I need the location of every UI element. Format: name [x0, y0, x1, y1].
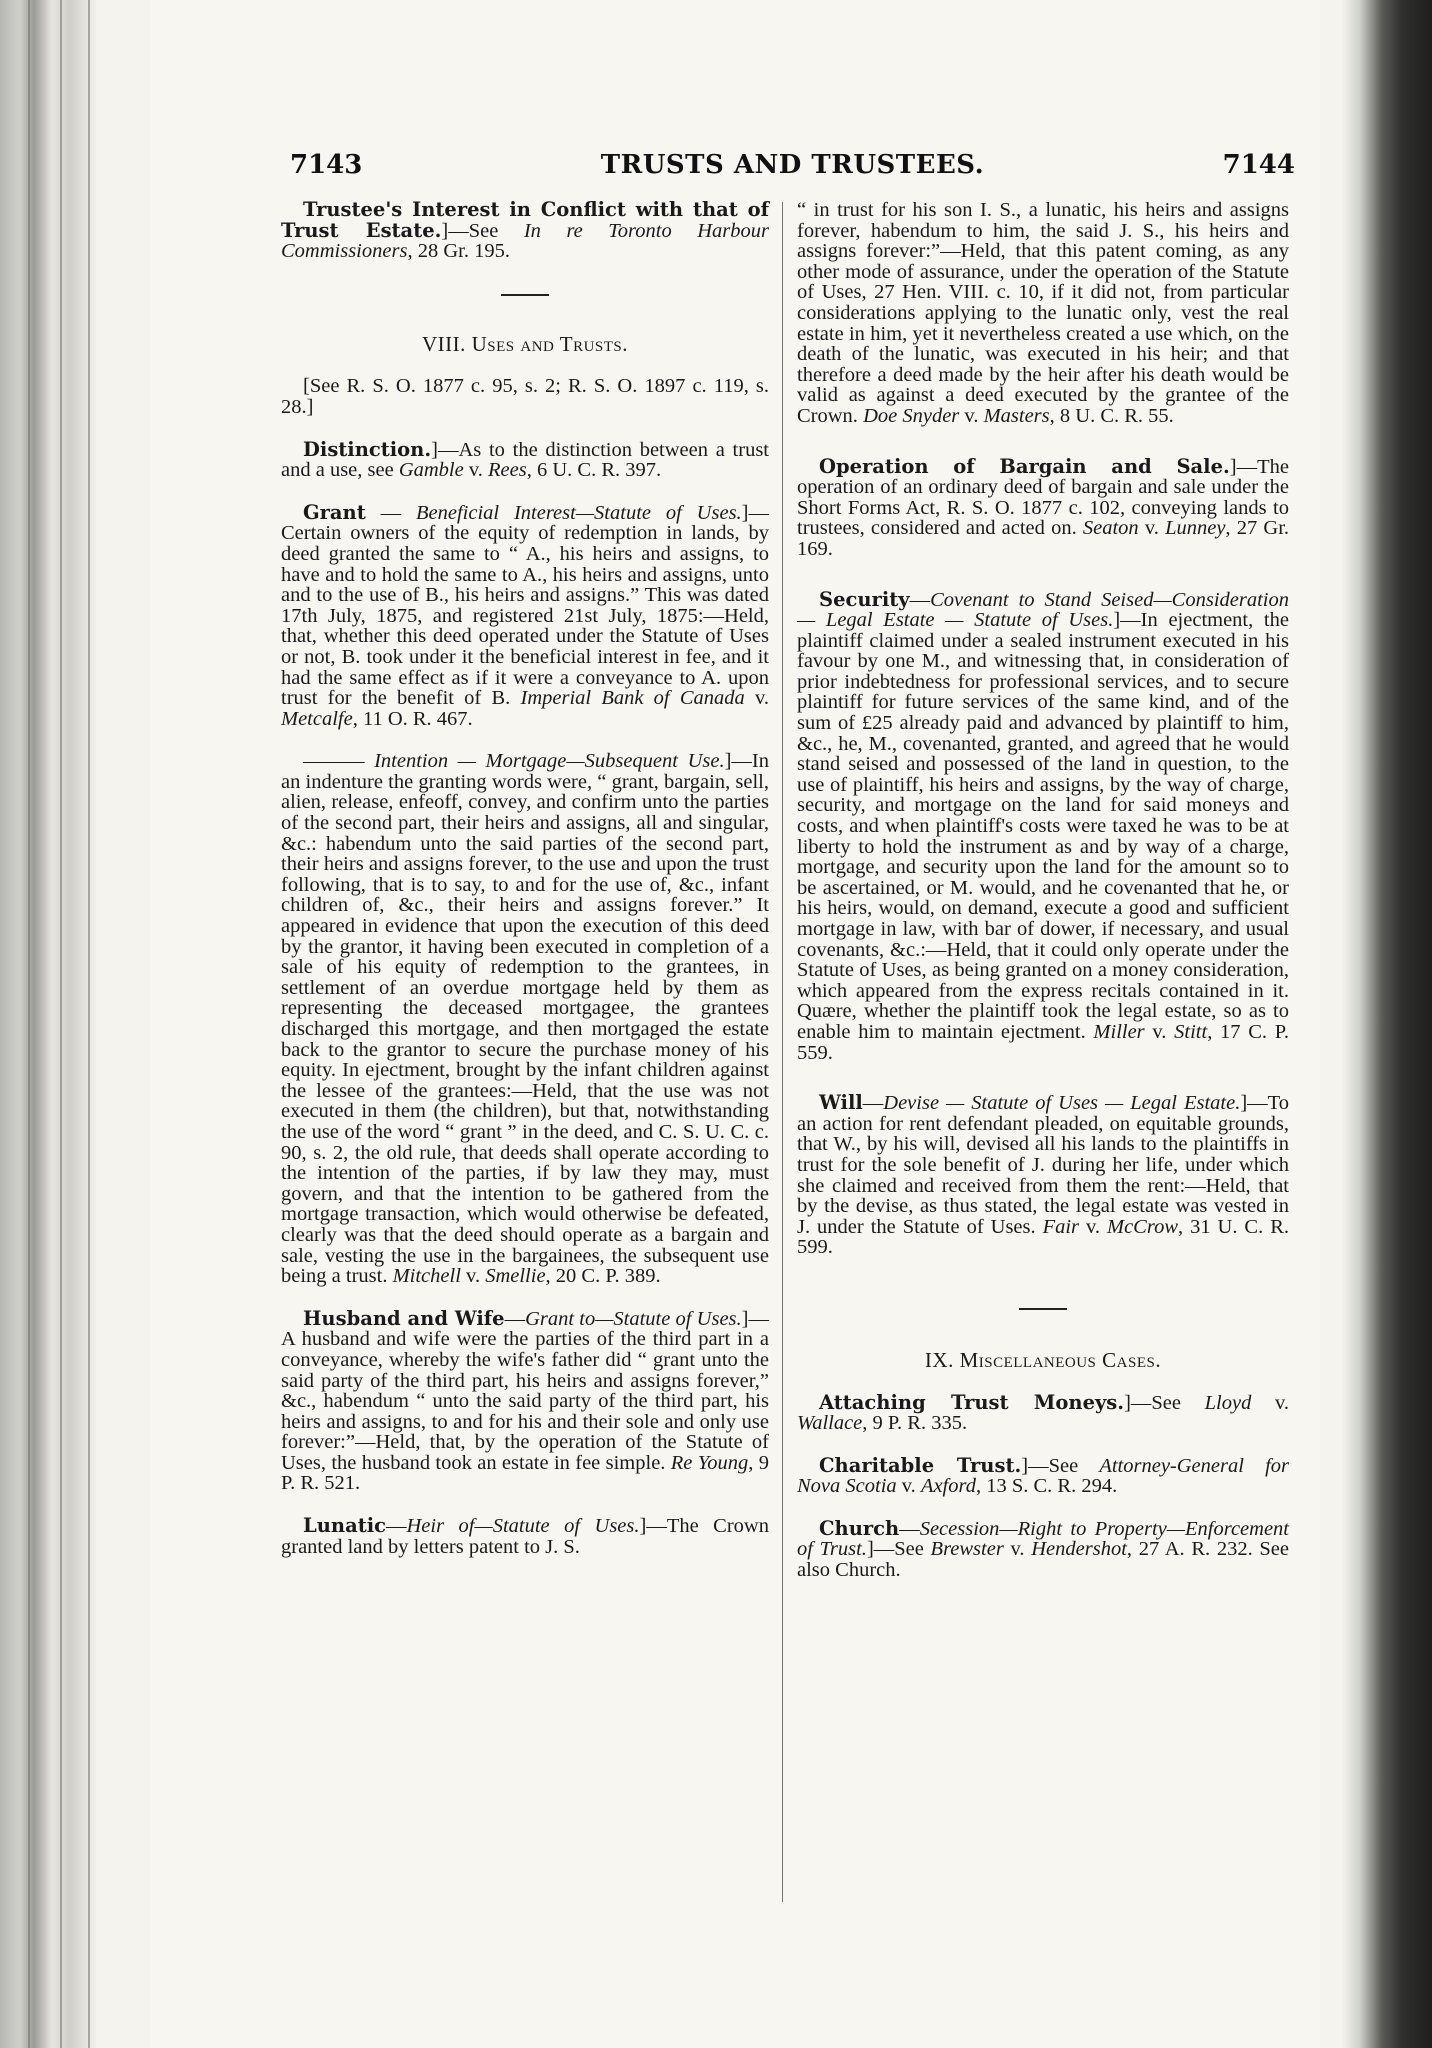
headword: Lunatic: [303, 1514, 386, 1538]
running-header: [290, 150, 1295, 190]
entry-trustees-interest: [281, 200, 769, 262]
entry-text: ]—Certain owners of the equity of redemption in lands, by deed granted the same to “ A., his heirs and assigns, to have and to hold the same to A., his heirs and assigns, unto and to the use of B., his heirs and assigns.” This was dated 17th July, 1875, and registered 21st July, 1875:—Held, that, whether this deed operated under the Statute of Uses or not, B. took under it the beneficial interest in fee, and it had the same effect as if it were a conveyance to A. upon trust for the benefit of B.: [281, 501, 769, 710]
headword: Will: [819, 1091, 863, 1115]
case-name: Axford: [920, 1475, 976, 1498]
column-divider: [782, 202, 783, 1902]
entry-lunatic: [281, 1516, 769, 1557]
case-name: In re Toronto Harbour Commissioners: [281, 219, 769, 263]
case-name: Attorney-General for Nova Scotia: [797, 1454, 1289, 1498]
entry-intention-mortgage: [281, 751, 769, 1286]
subject-terms: Covenant to Stand Seised—Consideration — Legal Estate — Statute of Uses.: [797, 588, 1289, 632]
entry-text: ]—The Crown granted land by letters patent to J. S.: [281, 1515, 769, 1558]
entry-text: ]—In an indenture the granting words were, “ grant, bargain, sell, alien, release, enfeoff, convey, and confirm unto the parties of the second part, their heirs and assigns, all and singular, &c.: habendum unto the said parties of the second part, their heirs and assigns forever, to the use and upon the trust following, that is to say, to and for the use of, &c., infant children of, &c., their heirs and assigns forever.” It appeared in evidence that upon the execution of this deed by the grantor, it having been executed in completion of a sale of his equity of redemption to the grantees, in settlement of an overdue mortgage held by them as representing the deceased mortgagee, the grantees discharged this mortgage, and then mortgaged the estate back to the grantor to secure the purchase money of his equity. In ejectment, brought by the infant children against the lessee of the grantees:—Held, that the use was not executed in them (the children), but that, notwithstanding the use of the word “ grant ” in the deed, and C. S. U. C. c. 90, s. 2, the old rule, that deeds shall operate according to the intention of the parties, if by law they may, must govern, and that the intention to be gathered from the mortgage transaction, which would otherwise be defeated, clearly was that the deed should operate as a bargain and sale, vesting the use in the bargainees, the subsequent use being a trust.: [281, 750, 769, 1288]
entry-text: “ in trust for his son I. S., a lunatic, his heirs and assigns forever, habendum to him, the said J. S., his heirs and assigns forever:”—Held, that this patent coming, as any other mode of assurance, under the operation of the Statute of Uses, 27 Hen. VIII. c. 10, if it did not, from particular considerations applying to the lunatic only, vest the real estate in him, yet it nevertheless created a use which, on the death of the lunatic, was executed in his heir; and that therefore a deed made by the heir after his death would be valid as against a deed executed by the grantee of the Crown.: [797, 199, 1289, 427]
entry-text: v.: [1251, 1391, 1289, 1414]
entry-text: v.: [959, 404, 984, 427]
citation: , 20 C. P. 389.: [545, 1265, 661, 1288]
case-name: Stitt: [1174, 1020, 1208, 1043]
case-name: Rees: [488, 459, 527, 482]
case-name: Lunney: [1165, 517, 1226, 540]
entry-husband-and-wife: [281, 1306, 770, 1495]
case-name: Wallace: [797, 1412, 863, 1435]
subject-terms: Devise — Statute of Uses — Legal Estate.: [883, 1092, 1241, 1115]
headword: Security: [819, 587, 910, 611]
page-number-right: 7144: [1222, 150, 1295, 180]
subject-terms: Heir of—Statute of Uses.: [406, 1515, 640, 1538]
spine-line: [28, 0, 30, 2048]
case-name: Miller: [1093, 1020, 1145, 1043]
case-name: McCrow: [1107, 1215, 1178, 1238]
case-name: Doe Snyder: [863, 404, 960, 427]
entry-text: —: [909, 588, 931, 611]
case-name: Seaton: [1082, 517, 1139, 540]
entry-text: v.: [744, 687, 770, 710]
citation: , 17 C. P. 559.: [797, 1020, 1289, 1064]
headword: Trustee's Interest in Conflict with that of Trust Estate.: [281, 198, 769, 242]
headword: Grant: [303, 500, 366, 524]
citation: , 11 O. R. 467.: [352, 707, 473, 730]
entry-text: ]—To an action for rent defendant pleaded, on equitable grounds, that W., by his will, devised all his lands to the plaintiffs in trust for the sole benefit of J. during her life, under which she claimed and received from them the rent:—Held, that by the devise, as thus stated, the legal estate was vested in J. under the Statute of Uses.: [797, 1092, 1289, 1238]
case-name: Imperial Bank of Canada: [520, 687, 745, 710]
entry-charitable-trust: [797, 1453, 1289, 1498]
entry-bargain-and-sale: [797, 454, 1290, 560]
spine-line: [60, 0, 62, 2048]
citation: , 9 P. R. 521.: [281, 1451, 770, 1495]
citation: , 8 U. C. R. 55.: [1049, 404, 1174, 427]
citation: , 27 A. R. 232. See also Church.: [797, 1538, 1289, 1582]
headword: Charitable Trust.: [819, 1453, 1022, 1477]
left-column: [281, 200, 769, 1579]
headword: Attaching Trust Moneys.: [819, 1390, 1125, 1414]
case-name: Lloyd: [1204, 1391, 1252, 1414]
running-title: TRUSTS AND TRUSTEES.: [600, 150, 985, 180]
case-name: Fair: [1042, 1215, 1080, 1238]
case-name: Metcalfe: [281, 707, 353, 730]
case-name: Hendershot: [1031, 1538, 1127, 1561]
subject-terms: Beneficial Interest—Statute of Uses.: [416, 501, 742, 524]
section-rule: [1019, 1308, 1067, 1310]
entry-grant: [281, 500, 770, 730]
entry-text: ]—See: [866, 1538, 931, 1561]
citation: , 27 Gr. 169.: [797, 517, 1290, 560]
entry-text: v.: [1003, 1538, 1032, 1561]
case-name: Mitchell: [392, 1265, 461, 1288]
subject-terms: Grant to—Statute of Uses.: [525, 1307, 742, 1330]
spine-line: [88, 0, 90, 2048]
entry-text: ]—In ejectment, the plaintiff claimed under a sealed instrument executed in his favour by one M., and witnessing that, in consideration of prior indebtedness for professional services, and to secure plaintiff for future services of the same kind, and of the sum of £25 already paid and advanced by plaintiff to him, &c., he, M., covenanted, granted, and agreed that he would stand seised and possessed of the land in question, to the use of plaintiff, his heirs and assigns, by the way of charge, security, and mortgage on the land for said moneys and costs, and when plaintiff's costs were taxed he was to be at liberty to hold the instrument as and by way of a charge, mortgage, and security upon the land for the amount so to be ascertained, or M. would, and he covenanted that he, or his heirs, would, on demand, execute a good and sufficient mortgage in law, with bar of dower, if necessary, and usual covenants, &c.:—Held, that it could only operate under the Statute of Uses, as being granted on a money consideration, which appeared from the express recitals contained in it. Quære, whether the plaintiff took the legal estate, so as to enable him to maintain ejectment.: [797, 609, 1289, 1043]
entry-text: —: [899, 1517, 920, 1540]
entry-text: —: [386, 1515, 407, 1538]
case-name: Gamble: [398, 459, 464, 482]
citation: , 9 P. R. 335.: [862, 1412, 968, 1435]
entry-text: ]—The operation of an ordinary deed of bargain and sale under the Short Forms Act, R. S. O. 1877 c. 102, conveying lands to trustees, considered and acted on.: [797, 455, 1289, 540]
citation: , 13 S. C. R. 294.: [975, 1475, 1118, 1498]
entry-text: —: [365, 501, 416, 524]
subject-terms: Secession—Right to Property—Enforcement of Trust.: [797, 1517, 1289, 1561]
citation: , 28 Gr. 195.: [407, 240, 510, 263]
page-number-left: 7143: [290, 150, 363, 180]
case-name: Re Young: [670, 1451, 749, 1474]
section-heading-uses-and-trusts: VIII. Uses and Trusts.: [421, 331, 629, 356]
repeat-dash: ———: [303, 750, 365, 773]
entry-lunatic-continued: [797, 200, 1289, 427]
book-spine-left: [0, 0, 96, 2048]
entry-text: v.: [1138, 517, 1166, 540]
entry-will: [797, 1093, 1289, 1258]
case-name: Smellie: [485, 1265, 546, 1288]
right-column: [797, 200, 1289, 1603]
citation: , 6 U. C. R. 397.: [526, 459, 662, 482]
entry-text: —: [504, 1307, 526, 1330]
entry-text: ]—See: [441, 219, 524, 242]
case-name: Masters: [983, 404, 1050, 427]
entry-attaching-trust-moneys: [797, 1390, 1289, 1435]
section-heading-miscellaneous-cases: IX. Miscellaneous Cases.: [924, 1347, 1162, 1372]
entry-text: v.: [463, 459, 489, 482]
entry-text: v.: [896, 1475, 921, 1498]
headword: Husband and Wife: [303, 1306, 505, 1330]
citation: , 31 U. C. R. 599.: [797, 1215, 1289, 1259]
page-edge-right: [1342, 0, 1432, 2048]
entry-church: [797, 1516, 1289, 1582]
entry-text: ]—See: [1124, 1391, 1205, 1414]
headword: Operation of Bargain and Sale.: [819, 454, 1230, 478]
headword: Church: [819, 1516, 900, 1540]
case-name: Brewster: [930, 1538, 1004, 1561]
entry-distinction: [281, 437, 769, 482]
entry-text: ]—See: [1021, 1454, 1100, 1477]
headword: Distinction.: [303, 437, 432, 461]
subject-terms: Intention — Mortgage—Subsequent Use.: [364, 750, 725, 773]
section-rule: [501, 294, 549, 296]
entry-security: [797, 587, 1289, 1064]
statute-reference: [See R. S. O. 1877 c. 95, s. 2; R. S. O. 1897 c. 119, s. 28.]: [281, 375, 769, 418]
entry-text: —: [862, 1092, 884, 1115]
entry-text: ]—As to the distinction between a trust and a use, see: [281, 438, 769, 482]
entry-text: v.: [1144, 1020, 1175, 1043]
entry-text: ]—A husband and wife were the parties of the third part in a conveyance, whereby the wife's father did “ grant unto the said party of the third part, his heirs and assigns forever,” &c., habendum “ unto the said party of the third part, his heirs and assigns, to and for his and their sole and only use forever:”—Held, that, by the operation of the Statute of Uses, the husband took an estate in fee simple.: [281, 1307, 769, 1474]
entry-text: v.: [460, 1265, 486, 1288]
entry-text: v.: [1079, 1215, 1107, 1238]
